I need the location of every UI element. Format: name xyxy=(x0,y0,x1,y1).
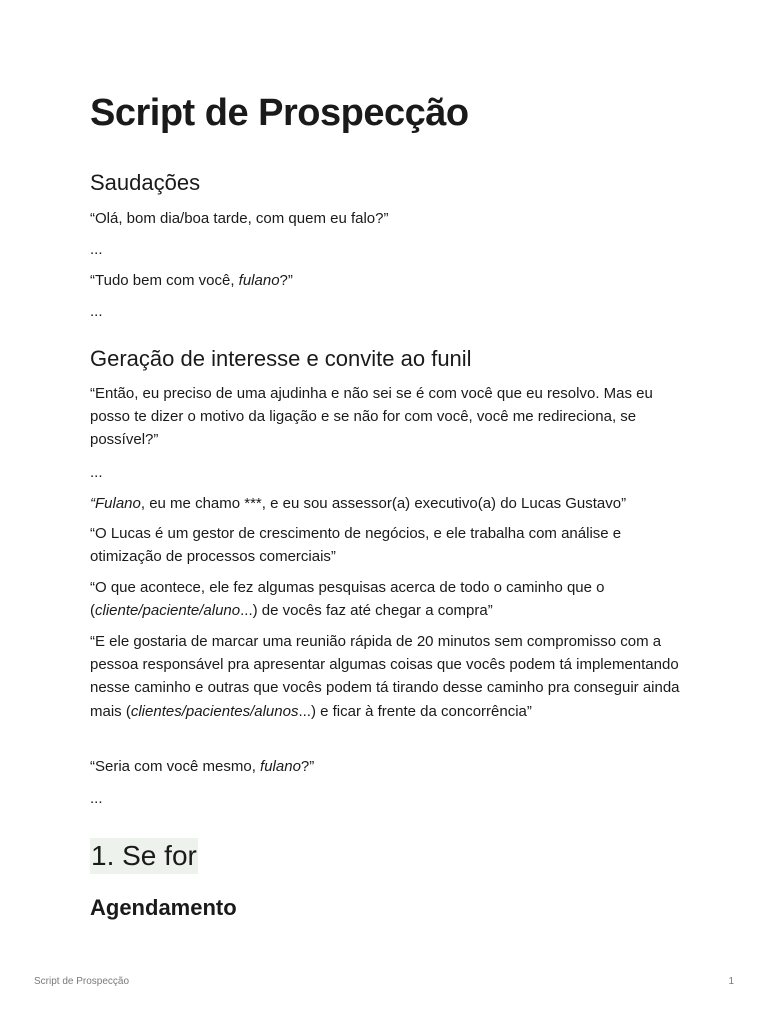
interest-paragraph-3: “O Lucas é um gestor de crescimento de negócios, e ele trabalha com análise e otimização de processos comerciais” xyxy=(90,525,622,566)
heading-se-for: 1. Se for xyxy=(90,838,198,874)
interest-paragraph-2: “Fulano, eu me chamo ***, e eu sou assessor(a) executivo(a) do Lucas Gustavo” xyxy=(90,495,627,512)
greeting-line-1: “Olá, bom dia/boa tarde, com quem eu falo?” xyxy=(90,210,389,227)
interest-paragraph-6: “Seria com você mesmo, fulano?” xyxy=(90,758,315,775)
greeting-line-2: “Tudo bem com você, fulano?” xyxy=(90,272,293,289)
footer-document-name: Script de Prospecção xyxy=(34,976,130,987)
ellipsis: ... xyxy=(90,241,103,258)
ellipsis: ... xyxy=(90,464,103,481)
ellipsis: ... xyxy=(90,303,103,320)
interest-paragraph-4: “O que acontece, ele fez algumas pesquisas acerca de todo o caminho que o (cliente/paciente/aluno...) de vocês faz até chegar a compra” xyxy=(90,579,605,620)
heading-saudacoes: Saudações xyxy=(90,170,201,195)
heading-agendamento: Agendamento xyxy=(90,895,237,920)
footer-page-number: 1 xyxy=(728,976,734,987)
ellipsis: ... xyxy=(90,790,103,807)
heading-geracao-interesse: Geração de interesse e convite ao funil xyxy=(90,346,472,371)
interest-paragraph-1: “Então, eu preciso de uma ajudinha e não sei se é com você que eu resolvo. Mas eu posso te dizer o motivo da ligação e se não for com você, você me redireciona, se possível?” xyxy=(90,385,653,449)
document-title: Script de Prospecção xyxy=(90,92,469,134)
interest-paragraph-5: “E ele gostaria de marcar uma reunião rápida de 20 minutos sem compromisso com a pessoa responsável pra apresentar algumas coisas que vocês podem tá implementando nesse caminho e outras que vocês podem tá tirando desse caminho pra conseguir ainda mais (clientes/pacientes/alunos...) e ficar à frente da concorrência” xyxy=(90,633,680,720)
